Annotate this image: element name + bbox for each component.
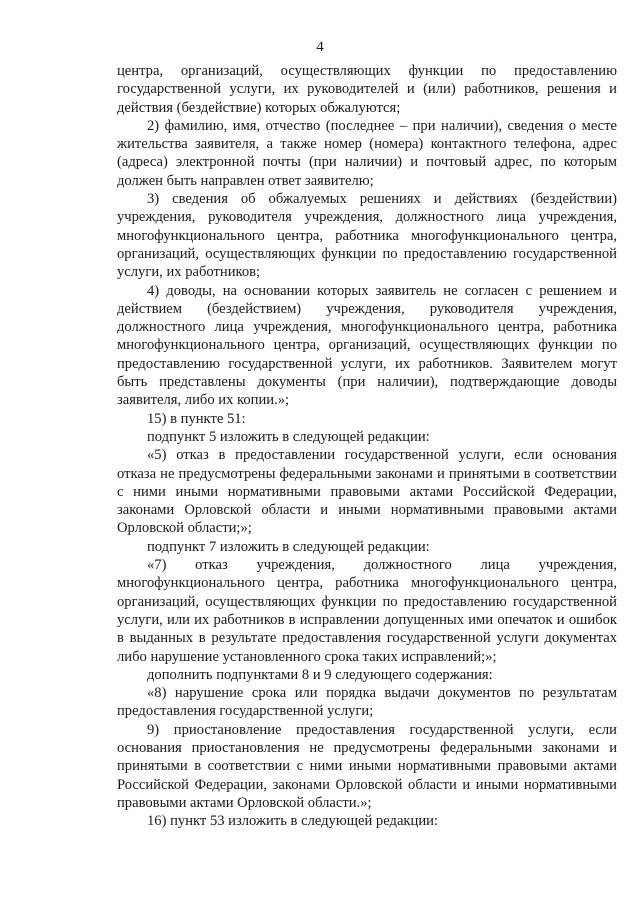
paragraph-add-subitems-intro: дополнить подпунктами 8 и 9 следующего содержания: — [147, 666, 493, 683]
paragraph-item-16: 16) пункт 53 изложить в следующей редакции: — [147, 813, 438, 830]
document-body — [117, 62, 617, 830]
paragraph-subitem-7-intro: подпункт 7 изложить в следующей редакции: — [147, 538, 430, 555]
paragraph-item-3: 3) сведения об обжалуемых решениях и действиях (бездействии) учреждения, руководителя учреждения, должностного лица учреждения, многофункционального центра, работника многофункционального центра, организаций, осуществляющих функции по предоставлению государственной услуги, их работников; — [117, 191, 617, 281]
paragraph-continuation: центра, организаций, осуществляющих функции по предоставлению государственной услуги, их руководителей и (или) работников, решения и действия (бездействие) которых обжалуются; — [117, 63, 617, 116]
paragraph-subitem-9-text: 9) приостановление предоставления государственной услуги, если основания приостановления не предусмотрены федеральными законами и принятыми в соответствии с ними иными нормативными правовыми актами Российской Федерации, законами Орловской области и иными нормативными правовыми актами Орловской области.»; — [117, 721, 617, 811]
paragraph-item-15: 15) в пункте 51: — [147, 410, 246, 427]
page-number: 4 — [316, 39, 324, 55]
paragraph-item-4: 4) доводы, на основании которых заявитель не согласен с решением и действием (бездействием) учреждения, руководителя учреждения, должностного лица учреждения, многофункционального центра, работника многофункционального центра, организаций, осуществляющих функции по предоставлению государственной услуги, их работников. Заявителем могут быть представлены документы (при наличии), подтверждающие доводы заявителя, либо их копии.»; — [117, 282, 617, 409]
paragraph-subitem-8-text: «8) нарушение срока или порядка выдачи документов по результатам предоставления государственной услуги; — [117, 685, 617, 720]
paragraph-subitem-5-text: «5) отказ в предоставлении государственной услуги, если основания отказа не предусмотрены федеральными законами и принятыми в соответствии с ними иными нормативными правовыми актами Российской Федерации, законами Орловской области и иными нормативными правовыми актами Орловской области;»; — [117, 447, 617, 537]
paragraph-subitem-7-text: «7) отказ учреждения, должностного лица учреждения, многофункционального центра, работника многофункционального центра, организаций, осуществляющих функции по предоставлению государственной услуги, или их работников в исправлении допущенных ими опечаток и ошибок в выданных в результате предоставления государственной услуги документах либо нарушение установленного срока таких исправлений;»; — [117, 557, 617, 665]
paragraph-subitem-5-intro: подпункт 5 изложить в следующей редакции: — [147, 428, 430, 445]
paragraph-item-2: 2) фамилию, имя, отчество (последнее – при наличии), сведения о месте жительства заявителя, а также номер (номера) контактного телефона, адрес (адреса) электронной почты (при наличии) и почтовый адрес, по которым должен быть направлен ответ заявителю; — [117, 117, 617, 189]
